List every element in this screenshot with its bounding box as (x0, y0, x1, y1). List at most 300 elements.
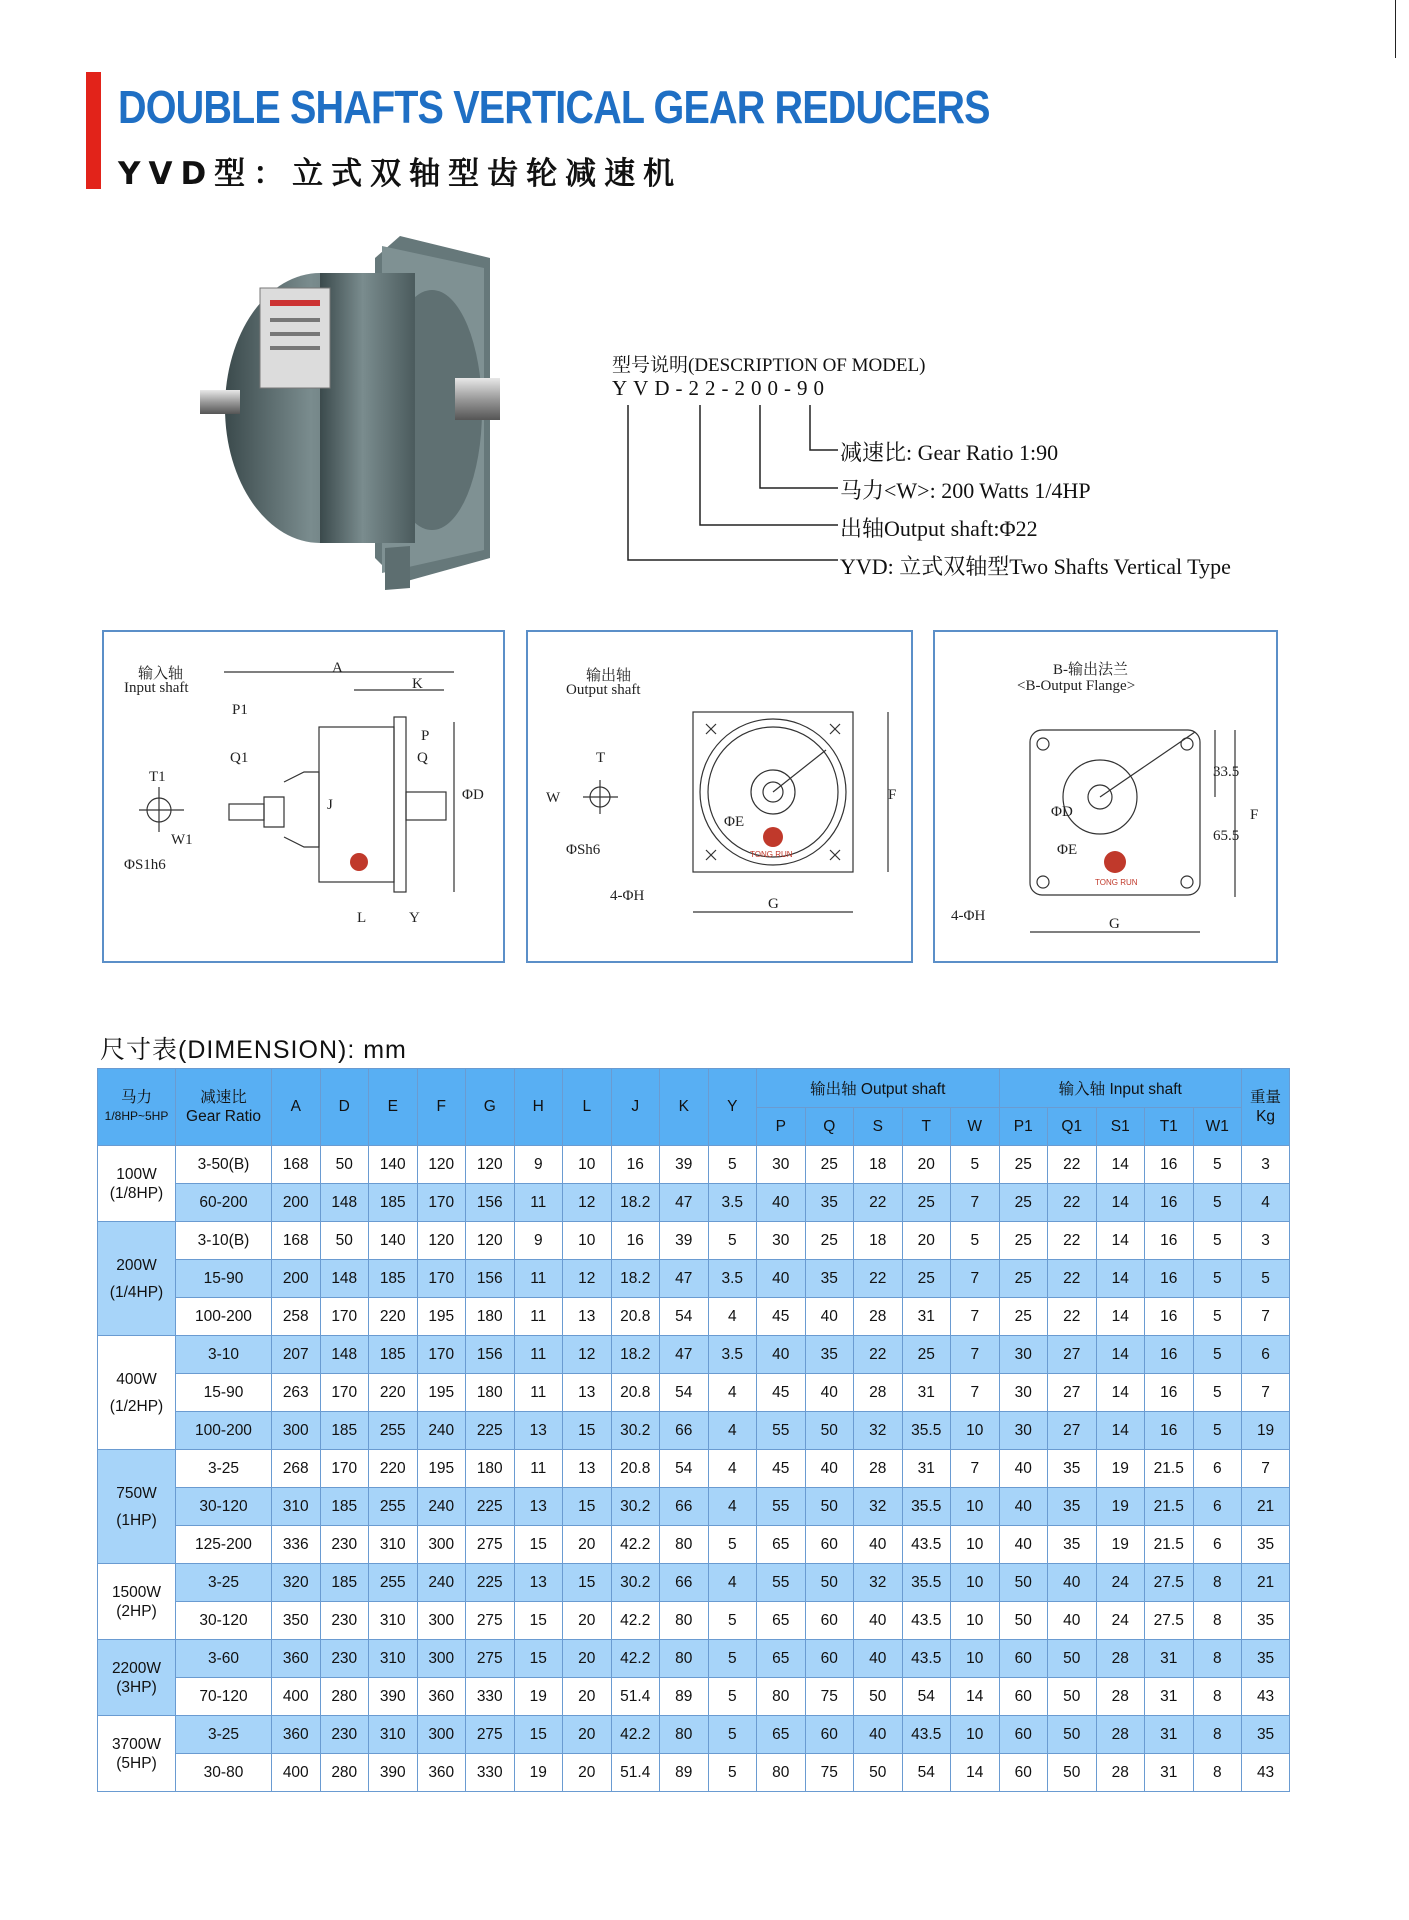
dimension-cell: 24 (1096, 1602, 1145, 1640)
dimension-cell: 185 (369, 1184, 418, 1222)
dimension-cell: 230 (320, 1640, 369, 1678)
dimension-cell: 148 (320, 1184, 369, 1222)
table-row (98, 1336, 1290, 1374)
dimension-cell: 28 (1096, 1678, 1145, 1716)
dimension-cell: 148 (320, 1260, 369, 1298)
dimension-cell: 240 (417, 1488, 466, 1526)
header-col-h: H (514, 1069, 563, 1146)
dimension-cell: 5 (951, 1222, 1000, 1260)
dimension-cell: 66 (660, 1564, 709, 1602)
input-label-j: J (327, 797, 333, 813)
dimension-cell: 14 (1096, 1146, 1145, 1184)
dimension-cell: 22 (1048, 1298, 1097, 1336)
dimension-cell: 330 (466, 1754, 515, 1792)
dimension-cell: 42.2 (611, 1716, 660, 1754)
legend-type: YVD: 立式双轴型Two Shafts Vertical Type (840, 554, 1231, 579)
dimension-cell: 25 (805, 1146, 854, 1184)
page-edge-line (1395, 0, 1396, 58)
dimension-cell: 148 (320, 1336, 369, 1374)
dimension-cell: 30.2 (611, 1564, 660, 1602)
dimension-cell: 320 (272, 1564, 321, 1602)
input-label-l: L (357, 910, 367, 926)
input-label-a: A (332, 660, 343, 676)
dimension-cell: 65 (757, 1602, 806, 1640)
table-row (98, 1602, 1290, 1640)
dimension-cell: 185 (320, 1564, 369, 1602)
dimension-cell: 50 (1048, 1716, 1097, 1754)
dimension-cell: 200 (272, 1260, 321, 1298)
dimension-cell: 28 (1096, 1640, 1145, 1678)
dimension-cell: 39 (660, 1146, 709, 1184)
dimension-table-title: 尺寸表(DIMENSION): mm (100, 1036, 407, 1064)
dimension-cell: 13 (514, 1412, 563, 1450)
dimension-cell: 5 (708, 1640, 757, 1678)
flange-label-oe: ΦE (1057, 842, 1078, 858)
output-flange-diagram (933, 630, 1278, 963)
dimension-cell: 170 (417, 1184, 466, 1222)
header-col-g: G (466, 1069, 515, 1146)
table-row (98, 1678, 1290, 1716)
dimension-cell: 140 (369, 1222, 418, 1260)
power-cell (98, 1146, 176, 1222)
dimension-cell: 13 (514, 1488, 563, 1526)
table-row (98, 1222, 1290, 1260)
dimension-cell: 30 (999, 1412, 1048, 1450)
dimension-cell: 14 (1096, 1222, 1145, 1260)
dimension-cell: 20 (563, 1678, 612, 1716)
dimension-cell: 7 (951, 1450, 1000, 1488)
dimension-cell: 42.2 (611, 1640, 660, 1678)
output-label-sh6: ΦSh6 (566, 842, 601, 858)
dimension-cell: 400 (272, 1754, 321, 1792)
dimension-cell: 45 (757, 1374, 806, 1412)
dimension-cell: 7 (1242, 1374, 1290, 1412)
dimension-cell: 75 (805, 1678, 854, 1716)
power-label: 200W (116, 1256, 157, 1274)
dimension-cell: 280 (320, 1678, 369, 1716)
dimension-cell: 24 (1096, 1564, 1145, 1602)
page-title: DOUBLE SHAFTS VERTICAL GEAR REDUCERS (118, 81, 990, 133)
dimension-cell: 240 (417, 1564, 466, 1602)
dimension-cell: 43 (1242, 1754, 1290, 1792)
dimension-cell: 40 (805, 1374, 854, 1412)
dimension-cell: 400 (272, 1678, 321, 1716)
dimension-cell: 54 (660, 1298, 709, 1336)
dimension-cell: 89 (660, 1678, 709, 1716)
gear-ratio-cell: 3-60 (176, 1640, 272, 1678)
gear-ratio-cell: 15-90 (176, 1260, 272, 1298)
dimension-cell: 22 (1048, 1184, 1097, 1222)
dimension-cell: 42.2 (611, 1526, 660, 1564)
header-weight (1242, 1069, 1290, 1146)
dimension-cell: 16 (1145, 1374, 1194, 1412)
dimension-cell: 25 (999, 1298, 1048, 1336)
dimension-cell: 310 (272, 1488, 321, 1526)
header-col-p1: P1 (999, 1108, 1048, 1146)
dimension-cell: 20 (563, 1526, 612, 1564)
dimension-cell: 3 (1242, 1146, 1290, 1184)
dimension-cell: 275 (466, 1602, 515, 1640)
output-title-en: Output shaft (566, 682, 641, 698)
dimension-cell: 27 (1048, 1336, 1097, 1374)
dimension-cell: 8 (1193, 1564, 1242, 1602)
dimension-cell: 5 (1242, 1260, 1290, 1298)
dimension-cell: 54 (660, 1450, 709, 1488)
dimension-cell: 35.5 (902, 1488, 951, 1526)
dimension-cell: 16 (1145, 1222, 1194, 1260)
dimension-cell: 6 (1193, 1488, 1242, 1526)
dimension-cell: 31 (902, 1298, 951, 1336)
dimension-cell: 12 (563, 1184, 612, 1222)
dimension-cell: 185 (369, 1260, 418, 1298)
dimension-cell: 28 (854, 1374, 903, 1412)
dimension-cell: 5 (951, 1146, 1000, 1184)
dimension-cell: 54 (902, 1678, 951, 1716)
dimension-cell: 47 (660, 1260, 709, 1298)
dimension-cell: 21.5 (1145, 1488, 1194, 1526)
header-power (98, 1069, 176, 1146)
flange-title-cn: B-输出法兰 (1053, 662, 1129, 678)
dimension-cell: 22 (854, 1336, 903, 1374)
dimension-cell: 14 (1096, 1184, 1145, 1222)
output-label-g: G (768, 896, 779, 912)
dimension-cell: 168 (272, 1146, 321, 1184)
dimension-cell: 35 (1048, 1526, 1097, 1564)
dimension-cell: 35 (805, 1184, 854, 1222)
dimension-cell: 275 (466, 1526, 515, 1564)
dimension-cell: 25 (902, 1336, 951, 1374)
header-ratio-cn: 减速比 (200, 1089, 247, 1106)
dimension-cell: 10 (951, 1412, 1000, 1450)
dimension-cell: 20.8 (611, 1298, 660, 1336)
dimension-cell: 156 (466, 1260, 515, 1298)
input-label-w1: W1 (171, 832, 193, 848)
dimension-cell: 19 (1096, 1526, 1145, 1564)
dimension-cell: 11 (514, 1450, 563, 1488)
dimension-cell: 31 (1145, 1716, 1194, 1754)
dimension-cell: 45 (757, 1298, 806, 1336)
dimension-cell: 55 (757, 1488, 806, 1526)
dimension-cell: 170 (320, 1450, 369, 1488)
dimension-cell: 40 (757, 1336, 806, 1374)
dimension-cell: 7 (1242, 1450, 1290, 1488)
dimension-cell: 8 (1193, 1678, 1242, 1716)
dimension-cell: 3 (1242, 1222, 1290, 1260)
dimension-cell: 10 (951, 1564, 1000, 1602)
header-col-e: E (369, 1069, 418, 1146)
dimension-cell: 268 (272, 1450, 321, 1488)
gear-ratio-cell: 3-25 (176, 1450, 272, 1488)
dimension-cell: 120 (417, 1146, 466, 1184)
dimension-cell: 14 (1096, 1298, 1145, 1336)
power-label: 3700W (111, 1735, 162, 1753)
input-label-p: P (421, 728, 430, 744)
dimension-cell: 25 (902, 1260, 951, 1298)
dimension-cell: 10 (951, 1602, 1000, 1640)
legend-horsepower: 马力<W>: 200 Watts 1/4HP (840, 478, 1091, 503)
dimension-cell: 170 (320, 1374, 369, 1412)
dimension-cell: 5 (1193, 1336, 1242, 1374)
dimension-cell: 5 (708, 1526, 757, 1564)
dimension-cell: 255 (369, 1488, 418, 1526)
table-row (98, 1184, 1290, 1222)
dimension-cell: 50 (805, 1412, 854, 1450)
input-shaft-diagram (102, 630, 505, 963)
dimension-cell: 50 (320, 1146, 369, 1184)
dimension-cell: 12 (563, 1260, 612, 1298)
dimension-cell: 89 (660, 1754, 709, 1792)
dimension-cell: 15 (563, 1564, 612, 1602)
dimension-cell: 50 (854, 1754, 903, 1792)
dimension-cell: 55 (757, 1564, 806, 1602)
table-row (98, 1374, 1290, 1412)
flange-label-4h: 4-ΦH (951, 908, 986, 924)
dimension-cell: 120 (466, 1146, 515, 1184)
dimension-cell: 15 (514, 1716, 563, 1754)
dimension-cell: 255 (369, 1564, 418, 1602)
dimension-cell: 30 (757, 1146, 806, 1184)
dimension-cell: 19 (1242, 1412, 1290, 1450)
dimension-cell: 390 (369, 1754, 418, 1792)
dimension-cell: 35 (1242, 1640, 1290, 1678)
dimension-cell: 25 (999, 1146, 1048, 1184)
dimension-cell: 15 (514, 1640, 563, 1678)
dimension-cell: 40 (854, 1640, 903, 1678)
dimension-cell: 13 (563, 1450, 612, 1488)
dimension-cell: 27.5 (1145, 1564, 1194, 1602)
dimension-cell: 66 (660, 1488, 709, 1526)
output-shaft-diagram (526, 630, 913, 963)
output-label-oe: ΦE (724, 814, 745, 830)
output-title-cn: 输出轴 (586, 668, 632, 684)
dimension-cell: 40 (854, 1602, 903, 1640)
dimension-cell: 230 (320, 1602, 369, 1640)
flange-label-65-5: 65.5 (1213, 828, 1240, 844)
gear-ratio-cell: 3-25 (176, 1564, 272, 1602)
dimension-cell: 185 (369, 1336, 418, 1374)
dimension-cell: 39 (660, 1222, 709, 1260)
dimension-cell: 310 (369, 1640, 418, 1678)
dimension-cell: 5 (708, 1146, 757, 1184)
dimension-cell: 3.5 (708, 1336, 757, 1374)
dimension-cell: 22 (1048, 1222, 1097, 1260)
header-col-t1: T1 (1145, 1108, 1194, 1146)
dimension-cell: 35.5 (902, 1564, 951, 1602)
legend-output-shaft: 出轴Output shaft:Φ22 (840, 516, 1038, 541)
header-weight-cn: 重量 (1250, 1089, 1282, 1106)
header-col-p: P (757, 1108, 806, 1146)
dimension-cell: 14 (1096, 1336, 1145, 1374)
dimension-cell: 32 (854, 1564, 903, 1602)
dimension-cell: 25 (999, 1222, 1048, 1260)
dimension-cell: 51.4 (611, 1678, 660, 1716)
header-col-q1: Q1 (1048, 1108, 1097, 1146)
dimension-cell: 60 (805, 1526, 854, 1564)
dimension-cell: 20.8 (611, 1374, 660, 1412)
power-label: (1/2HP) (109, 1397, 164, 1415)
dimension-cell: 21.5 (1145, 1526, 1194, 1564)
dimension-cell: 18.2 (611, 1260, 660, 1298)
dimension-cell: 7 (1242, 1298, 1290, 1336)
dimension-cell: 10 (951, 1488, 1000, 1526)
power-label: (1/4HP) (109, 1283, 164, 1301)
dimension-cell: 31 (902, 1374, 951, 1412)
dimension-cell: 20 (563, 1716, 612, 1754)
gear-ratio-cell: 30-120 (176, 1602, 272, 1640)
dimension-cell: 170 (320, 1298, 369, 1336)
dimension-cell: 32 (854, 1488, 903, 1526)
dimension-cell: 35 (1242, 1716, 1290, 1754)
dimension-cell: 5 (1193, 1374, 1242, 1412)
dimension-cell: 240 (417, 1412, 466, 1450)
dimension-cell: 66 (660, 1412, 709, 1450)
dimension-cell: 31 (902, 1450, 951, 1488)
dimension-cell: 50 (320, 1222, 369, 1260)
dimension-cell: 220 (369, 1374, 418, 1412)
dimension-cell: 258 (272, 1298, 321, 1336)
flange-title-en: <B-Output Flange> (1017, 678, 1136, 694)
power-cell (98, 1450, 176, 1564)
dimension-cell: 60 (805, 1602, 854, 1640)
dimension-cell: 170 (417, 1336, 466, 1374)
gear-ratio-cell: 3-25 (176, 1716, 272, 1754)
header-col-a: A (272, 1069, 321, 1146)
dimension-cell: 31 (1145, 1754, 1194, 1792)
dimension-cell: 263 (272, 1374, 321, 1412)
model-heading: 型号说明(DESCRIPTION OF MODEL) (612, 355, 926, 376)
input-label-k: K (412, 676, 423, 692)
dimension-cell: 30 (999, 1374, 1048, 1412)
dimension-cell: 50 (999, 1564, 1048, 1602)
dimension-cell: 15 (514, 1602, 563, 1640)
dimension-cell: 310 (369, 1526, 418, 1564)
output-label-w: W (546, 790, 561, 806)
gear-ratio-cell: 100-200 (176, 1298, 272, 1336)
dimension-cell: 11 (514, 1336, 563, 1374)
dimension-cell: 14 (1096, 1374, 1145, 1412)
dimension-cell: 21 (1242, 1564, 1290, 1602)
dimension-cell: 28 (1096, 1716, 1145, 1754)
table-row (98, 1564, 1290, 1602)
dimension-cell: 225 (466, 1564, 515, 1602)
dimension-cell: 11 (514, 1374, 563, 1412)
dimension-cell: 31 (1145, 1678, 1194, 1716)
dimension-cell: 360 (272, 1640, 321, 1678)
dimension-cell: 80 (660, 1640, 709, 1678)
dimension-cell: 6 (1193, 1526, 1242, 1564)
input-title-en: Input shaft (124, 680, 189, 696)
power-label: 750W (116, 1484, 157, 1502)
header-col-w1: W1 (1193, 1108, 1242, 1146)
table-row (98, 1260, 1290, 1298)
power-cell (98, 1336, 176, 1450)
dimension-cell: 18 (854, 1222, 903, 1260)
header-input-group: 输入轴 Input shaft (999, 1069, 1242, 1108)
dimension-cell: 20 (902, 1146, 951, 1184)
dimension-cell: 25 (902, 1184, 951, 1222)
dimension-cell: 4 (708, 1564, 757, 1602)
dimension-cell: 9 (514, 1146, 563, 1184)
dimension-cell: 5 (1193, 1222, 1242, 1260)
gear-ratio-cell: 3-10(B) (176, 1222, 272, 1260)
dimension-cell: 5 (708, 1678, 757, 1716)
output-brand-logo: TONG RUN (750, 850, 793, 859)
dimension-cell: 30 (999, 1336, 1048, 1374)
dimension-cell: 43.5 (902, 1526, 951, 1564)
dimension-cell: 21 (1242, 1488, 1290, 1526)
gear-ratio-cell: 70-120 (176, 1678, 272, 1716)
dimension-cell: 300 (417, 1716, 466, 1754)
dimension-cell: 35 (805, 1260, 854, 1298)
power-label: (1/8HP) (109, 1184, 164, 1202)
dimension-cell: 40 (1048, 1564, 1097, 1602)
dimension-cell: 4 (708, 1412, 757, 1450)
dimension-cell: 40 (805, 1298, 854, 1336)
dimension-cell: 5 (1193, 1298, 1242, 1336)
gear-ratio-cell: 100-200 (176, 1412, 272, 1450)
dimension-cell: 47 (660, 1336, 709, 1374)
input-title-cn: 输入轴 (138, 666, 184, 682)
dimension-cell: 15 (514, 1526, 563, 1564)
dimension-cell: 16 (1145, 1412, 1194, 1450)
dimension-cell: 13 (563, 1298, 612, 1336)
dimension-cell: 54 (660, 1374, 709, 1412)
dimension-cell: 10 (563, 1146, 612, 1184)
dimension-cell: 30.2 (611, 1412, 660, 1450)
dimension-cell: 168 (272, 1222, 321, 1260)
dimension-cell: 65 (757, 1716, 806, 1754)
dimension-cell: 60 (999, 1640, 1048, 1678)
dimension-cell: 18.2 (611, 1184, 660, 1222)
dimension-cell: 22 (854, 1260, 903, 1298)
dimension-cell: 8 (1193, 1640, 1242, 1678)
flange-label-od: ΦD (1051, 804, 1073, 820)
dimension-cell: 6 (1242, 1336, 1290, 1374)
dimension-cell: 60 (805, 1716, 854, 1754)
dimension-cell: 30.2 (611, 1488, 660, 1526)
input-label-y: Y (409, 910, 420, 926)
dimension-cell: 280 (320, 1754, 369, 1792)
dimension-cell: 120 (466, 1222, 515, 1260)
table-row (98, 1298, 1290, 1336)
dimension-cell: 35 (1048, 1450, 1097, 1488)
input-label-t1: T1 (149, 769, 166, 785)
dimension-cell: 360 (417, 1678, 466, 1716)
dimension-cell: 22 (1048, 1260, 1097, 1298)
dimension-cell: 230 (320, 1716, 369, 1754)
dimension-cell: 16 (611, 1146, 660, 1184)
model-code: YVD-22-200-90 (612, 376, 830, 400)
gear-ratio-cell: 125-200 (176, 1526, 272, 1564)
dimension-cell: 14 (1096, 1260, 1145, 1298)
dimension-table-body (98, 1146, 1290, 1792)
model-description (600, 350, 1300, 590)
dimension-cell: 4 (1242, 1184, 1290, 1222)
dimension-cell: 80 (757, 1678, 806, 1716)
dimension-cell: 27 (1048, 1412, 1097, 1450)
power-cell (98, 1222, 176, 1336)
dimension-cell: 5 (1193, 1412, 1242, 1450)
dimension-cell: 28 (854, 1298, 903, 1336)
dimension-cell: 12 (563, 1336, 612, 1374)
dimension-cell: 22 (854, 1184, 903, 1222)
dimension-cell: 54 (902, 1754, 951, 1792)
dimension-cell: 336 (272, 1526, 321, 1564)
dimension-cell: 40 (999, 1526, 1048, 1564)
dimension-cell: 255 (369, 1412, 418, 1450)
dimension-cell: 50 (805, 1488, 854, 1526)
header-output-group: 输出轴 Output shaft (757, 1069, 1000, 1108)
